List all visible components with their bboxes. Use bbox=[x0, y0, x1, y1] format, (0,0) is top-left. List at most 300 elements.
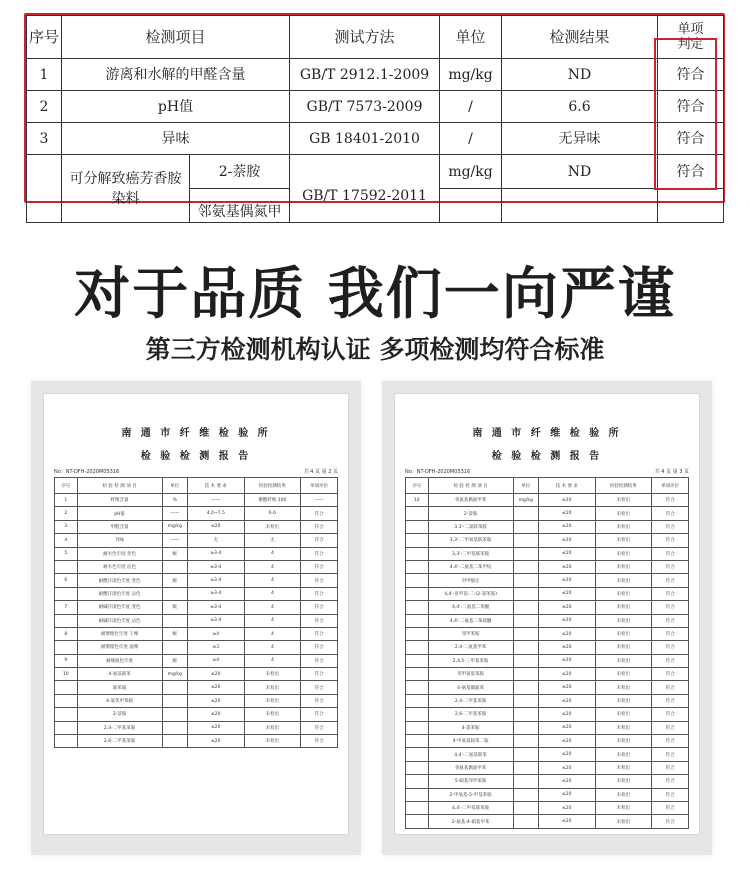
report-cell: 符合 bbox=[652, 547, 689, 560]
report-cell bbox=[406, 574, 429, 587]
report-cell: ≤20 bbox=[538, 668, 595, 681]
report-cell: 符合 bbox=[301, 681, 338, 694]
report-cell: ≤20 bbox=[538, 601, 595, 614]
report-row bbox=[55, 735, 338, 748]
report-cell: 1 bbox=[55, 494, 78, 507]
report-row bbox=[55, 601, 338, 614]
report-cell: 符合 bbox=[301, 735, 338, 748]
report-cell: 4 bbox=[244, 574, 301, 587]
report-row bbox=[406, 601, 689, 614]
report-cell: 未检出 bbox=[595, 788, 652, 801]
header-item: 检测项目 bbox=[62, 16, 290, 59]
report-cell: 4-甲氧基间苯二胺 bbox=[428, 735, 513, 748]
report-cell: 4,4'-二氨基二苯硫醚 bbox=[428, 614, 513, 627]
report-cell: 3,3'-二甲氧基联苯胺 bbox=[428, 534, 513, 547]
report-photo-right bbox=[382, 381, 712, 855]
report-cell: 未检出 bbox=[595, 494, 652, 507]
report-cell: 符合 bbox=[652, 761, 689, 774]
report-header-cell: 检 验 检 测 项 目 bbox=[428, 478, 513, 494]
report-row bbox=[406, 761, 689, 774]
report-cell: 未检出 bbox=[595, 560, 652, 573]
report-cell: 4,4'-二氨基二苯醚 bbox=[428, 601, 513, 614]
report-row bbox=[406, 574, 689, 587]
report-cell: 2,6-二甲基苯胺 bbox=[428, 708, 513, 721]
report-cell bbox=[406, 681, 429, 694]
report-cell: % bbox=[162, 494, 187, 507]
report-row bbox=[55, 708, 338, 721]
report-cell: 4 bbox=[244, 654, 301, 667]
report-cell: 符合 bbox=[652, 627, 689, 640]
report-cell: 耐水色牢度 变色 bbox=[77, 547, 162, 560]
report-row bbox=[55, 507, 338, 520]
report-cell: 未检出 bbox=[595, 801, 652, 814]
report-cell: 4.0~7.5 bbox=[187, 507, 244, 520]
report-cell: 符合 bbox=[301, 520, 338, 533]
header-verdict: 单项判定 bbox=[658, 16, 724, 59]
report-cell bbox=[162, 694, 187, 707]
report-cell: 7 bbox=[55, 601, 78, 614]
report-header-cell: 技 术 要 求 bbox=[538, 478, 595, 494]
report-cell bbox=[513, 574, 538, 587]
report-cell: 符合 bbox=[652, 775, 689, 788]
report-cell bbox=[406, 654, 429, 667]
report-cell: 未检出 bbox=[595, 668, 652, 681]
report-cell bbox=[55, 708, 78, 721]
report-cell: ≤20 bbox=[538, 708, 595, 721]
report-cell: 3,3'-二氯联苯胺 bbox=[428, 520, 513, 533]
report-cell: 级 bbox=[162, 574, 187, 587]
report-cell: 未检出 bbox=[244, 520, 301, 533]
report-cell: mg/kg bbox=[513, 494, 538, 507]
report-cell: 未检出 bbox=[595, 627, 652, 640]
report-row bbox=[55, 641, 338, 654]
report-cell bbox=[513, 534, 538, 547]
report-header-cell: 检验检测结果 bbox=[595, 478, 652, 494]
report-cell bbox=[406, 801, 429, 814]
report-cell: 级 bbox=[162, 627, 187, 640]
row-subitem: 2-萘胺 bbox=[190, 155, 290, 189]
report-cell: 未检出 bbox=[595, 748, 652, 761]
report-cell: 未检出 bbox=[595, 641, 652, 654]
report-cell: 3,3'-二甲基联苯胺 bbox=[428, 547, 513, 560]
report-cell: 符合 bbox=[301, 721, 338, 734]
report-cell bbox=[406, 627, 429, 640]
report-cell: ≤20 bbox=[187, 721, 244, 734]
report-row bbox=[55, 494, 338, 507]
report-page bbox=[394, 393, 700, 835]
report-cell: 4,4'-二氨基二苯甲烷 bbox=[428, 560, 513, 573]
row-result: 6.6 bbox=[502, 91, 658, 123]
report-cell: 5-硝基邻甲苯胺 bbox=[428, 775, 513, 788]
report-header-cell: 序号 bbox=[406, 478, 429, 494]
table-header-row bbox=[27, 16, 724, 59]
report-title: 检 验 检 测 报 告 bbox=[491, 451, 603, 462]
report-cell: 联苯胺 bbox=[77, 681, 162, 694]
row-unit: mg/kg bbox=[440, 59, 502, 91]
report-cell: 对甲酚定 bbox=[428, 574, 513, 587]
report-cell bbox=[406, 761, 429, 774]
report-cell: 邻甲苯胺 bbox=[428, 627, 513, 640]
report-cell: 2,4-二甲基苯胺 bbox=[428, 694, 513, 707]
row-unit: / bbox=[440, 123, 502, 155]
report-cell: ≥3-4 bbox=[187, 547, 244, 560]
report-cell bbox=[162, 560, 187, 573]
report-cell: 4 bbox=[244, 587, 301, 600]
report-header-cell: 序号 bbox=[55, 478, 78, 494]
report-cell bbox=[513, 520, 538, 533]
report-cell: ≤20 bbox=[538, 534, 595, 547]
report-cell: pH值 bbox=[77, 507, 162, 520]
report-cell bbox=[406, 587, 429, 600]
report-cell: ≤20 bbox=[538, 788, 595, 801]
report-cell: 未检出 bbox=[595, 520, 652, 533]
report-cell bbox=[55, 641, 78, 654]
report-cell: ≤20 bbox=[187, 735, 244, 748]
report-cell: 4 bbox=[244, 627, 301, 640]
report-cell bbox=[55, 614, 78, 627]
table-row bbox=[27, 91, 724, 123]
report-org: 南 通 市 纤 维 检 验 所 bbox=[121, 428, 271, 439]
report-cell: ≤20 bbox=[538, 560, 595, 573]
test-result-table-crop bbox=[24, 13, 725, 220]
report-cell: ≤20 bbox=[538, 815, 595, 828]
report-cell: 4-氯邻甲苯胺 bbox=[77, 694, 162, 707]
report-cell: ≤20 bbox=[538, 775, 595, 788]
report-cell: 符合 bbox=[652, 560, 689, 573]
report-cell: 异味 bbox=[77, 534, 162, 547]
row-result: ND bbox=[502, 59, 658, 91]
report-cell: 符合 bbox=[652, 587, 689, 600]
report-cell: 未检出 bbox=[595, 681, 652, 694]
report-cell: 耐酸汗渍色牢度 变色 bbox=[77, 574, 162, 587]
report-cell bbox=[513, 654, 538, 667]
report-photo-left bbox=[31, 381, 361, 855]
report-cell: 未检出 bbox=[595, 574, 652, 587]
report-cell: 4,4'-亚甲基-二-(2-氯苯胺) bbox=[428, 587, 513, 600]
report-row bbox=[55, 520, 338, 533]
report-cell: 符合 bbox=[652, 735, 689, 748]
report-cell bbox=[162, 614, 187, 627]
report-row bbox=[406, 547, 689, 560]
table-row bbox=[27, 155, 724, 189]
report-row bbox=[55, 627, 338, 640]
report-header-cell: 检 验 检 测 项 目 bbox=[77, 478, 162, 494]
report-cell: —— bbox=[162, 534, 187, 547]
report-cell bbox=[162, 641, 187, 654]
row-method: GB 18401-2010 bbox=[290, 123, 440, 155]
report-cell: 聚酯纤维 100 bbox=[244, 494, 301, 507]
report-page-count: 共 4 页 第 2 页 bbox=[303, 469, 338, 475]
report-cell: ≥3-4 bbox=[187, 601, 244, 614]
report-header-row bbox=[55, 478, 338, 494]
report-cell: 4-氯苯胺 bbox=[428, 721, 513, 734]
report-cell: 符合 bbox=[652, 507, 689, 520]
report-cell bbox=[513, 788, 538, 801]
report-cell: 2-氨基-4-硝基甲苯 bbox=[428, 815, 513, 828]
row-method: GB/T 7573-2009 bbox=[290, 91, 440, 123]
report-cell: 未检出 bbox=[595, 721, 652, 734]
report-cell: 4-氨基联苯 bbox=[77, 668, 162, 681]
report-cell: ≤20 bbox=[538, 520, 595, 533]
report-header-cell: 技 术 要 求 bbox=[187, 478, 244, 494]
report-cell: 6 bbox=[55, 574, 78, 587]
report-cell bbox=[55, 681, 78, 694]
report-cell: 符合 bbox=[652, 520, 689, 533]
report-cell bbox=[513, 560, 538, 573]
report-cell: 级 bbox=[162, 547, 187, 560]
report-row bbox=[55, 681, 338, 694]
header-unit: 单位 bbox=[440, 16, 502, 59]
report-cell: 符合 bbox=[301, 668, 338, 681]
report-cell: ≥3-4 bbox=[187, 560, 244, 573]
report-cell bbox=[406, 815, 429, 828]
report-number: No：NT-DFH-2020M05316 bbox=[54, 469, 120, 475]
report-cell: ≤20 bbox=[538, 748, 595, 761]
report-cell bbox=[406, 614, 429, 627]
report-cell bbox=[513, 627, 538, 640]
report-cell: 未检出 bbox=[244, 668, 301, 681]
page-headline: 对于品质 我们一向严谨 bbox=[74, 262, 676, 327]
report-cell: 未检出 bbox=[595, 708, 652, 721]
report-cell: 邻氨基偶氮甲苯 bbox=[428, 761, 513, 774]
report-cell: 2-萘胺 bbox=[428, 507, 513, 520]
report-cell: ≤20 bbox=[538, 494, 595, 507]
report-row bbox=[406, 627, 689, 640]
report-cell: 4-氨基偶氮苯 bbox=[428, 681, 513, 694]
report-cell: ≤20 bbox=[538, 627, 595, 640]
report-row bbox=[55, 614, 338, 627]
report-cell: ≤20 bbox=[538, 507, 595, 520]
report-cell: 3 bbox=[55, 520, 78, 533]
report-cell bbox=[513, 775, 538, 788]
report-cell: 4 bbox=[55, 534, 78, 547]
report-cell bbox=[55, 694, 78, 707]
report-cell: 邻甲氧基苯胺 bbox=[428, 668, 513, 681]
report-cell: ≤20 bbox=[187, 520, 244, 533]
row-method: GB/T 2912.1-2009 bbox=[290, 59, 440, 91]
report-cell bbox=[513, 708, 538, 721]
report-cell: 2 bbox=[55, 507, 78, 520]
report-cell: 4 bbox=[244, 614, 301, 627]
report-cell: 符合 bbox=[652, 574, 689, 587]
row-item: 游离和水解的甲醛含量 bbox=[62, 59, 290, 91]
report-cell: 耐水色牢度 沾色 bbox=[77, 560, 162, 573]
report-cell: 未检出 bbox=[595, 761, 652, 774]
row-no: 2 bbox=[27, 91, 62, 123]
report-cell bbox=[513, 614, 538, 627]
report-cell bbox=[55, 735, 78, 748]
report-row bbox=[55, 547, 338, 560]
report-cell: 符合 bbox=[301, 587, 338, 600]
report-cell bbox=[406, 534, 429, 547]
report-row bbox=[406, 614, 689, 627]
report-cell: 未检出 bbox=[595, 815, 652, 828]
row-result: 无异味 bbox=[502, 123, 658, 155]
report-cell bbox=[513, 587, 538, 600]
report-cell: 符合 bbox=[652, 748, 689, 761]
report-header-cell: 检验检测结果 bbox=[244, 478, 301, 494]
report-cell: 未检出 bbox=[244, 681, 301, 694]
report-cell bbox=[513, 694, 538, 707]
report-cell bbox=[162, 587, 187, 600]
report-cell: 符合 bbox=[652, 815, 689, 828]
report-cell bbox=[513, 815, 538, 828]
row-verdict: 符合 bbox=[658, 91, 724, 123]
row-unit: mg/kg bbox=[440, 155, 502, 189]
report-cell: 符合 bbox=[301, 601, 338, 614]
row-no: 1 bbox=[27, 59, 62, 91]
report-cell bbox=[406, 668, 429, 681]
report-cell: 无 bbox=[244, 534, 301, 547]
report-cell: —— bbox=[162, 507, 187, 520]
row-unit: / bbox=[440, 91, 502, 123]
report-cell: 4 bbox=[244, 547, 301, 560]
report-row bbox=[406, 654, 689, 667]
report-cell: 6.6 bbox=[244, 507, 301, 520]
report-cell: 符合 bbox=[301, 694, 338, 707]
report-cell bbox=[162, 681, 187, 694]
report-cell: ≥3-4 bbox=[187, 614, 244, 627]
report-cell: 未检出 bbox=[595, 614, 652, 627]
report-cell: 未检出 bbox=[595, 587, 652, 600]
report-cell: 符合 bbox=[301, 708, 338, 721]
report-cell bbox=[55, 587, 78, 600]
report-cell: 符合 bbox=[652, 668, 689, 681]
report-cell: 2,4,5-三甲基苯胺 bbox=[428, 654, 513, 667]
report-cell: 未检出 bbox=[595, 775, 652, 788]
report-row bbox=[406, 775, 689, 788]
report-cell: 10 bbox=[55, 668, 78, 681]
report-row bbox=[406, 507, 689, 520]
report-cell: ≤20 bbox=[538, 681, 595, 694]
report-cell: ≥3-4 bbox=[187, 587, 244, 600]
report-cell: 符合 bbox=[652, 614, 689, 627]
report-cell: ≥4 bbox=[187, 627, 244, 640]
row-verdict: 符合 bbox=[658, 123, 724, 155]
report-cell: 耐唾液色牢度 bbox=[77, 654, 162, 667]
report-title: 检 验 检 测 报 告 bbox=[140, 451, 252, 462]
report-row bbox=[406, 735, 689, 748]
report-cell: 2-萘胺 bbox=[77, 708, 162, 721]
report-cell bbox=[513, 721, 538, 734]
report-cell: 耐碱汗渍色牢度 变色 bbox=[77, 601, 162, 614]
report-cell: ≥3-4 bbox=[187, 574, 244, 587]
report-cell: 符合 bbox=[652, 801, 689, 814]
report-row bbox=[406, 694, 689, 707]
report-row bbox=[55, 587, 338, 600]
report-cell: 耐酸汗渍色牢度 沾色 bbox=[77, 587, 162, 600]
report-cell bbox=[513, 601, 538, 614]
report-cell: 未检出 bbox=[595, 601, 652, 614]
row-no: 3 bbox=[27, 123, 62, 155]
report-row bbox=[55, 721, 338, 734]
report-cell: ≤20 bbox=[538, 574, 595, 587]
report-cell: 10 bbox=[406, 494, 429, 507]
report-cell: 2,4-二氨基甲苯 bbox=[428, 641, 513, 654]
report-cell: ≤20 bbox=[538, 721, 595, 734]
report-cell bbox=[406, 560, 429, 573]
header-no: 序号 bbox=[27, 16, 62, 59]
report-cell: 未检出 bbox=[595, 694, 652, 707]
report-cell: 未检出 bbox=[595, 735, 652, 748]
report-row bbox=[406, 668, 689, 681]
report-row bbox=[406, 494, 689, 507]
report-header-row bbox=[406, 478, 689, 494]
report-cell: 符合 bbox=[301, 507, 338, 520]
report-table bbox=[405, 477, 689, 829]
report-cell bbox=[55, 560, 78, 573]
report-cell bbox=[406, 721, 429, 734]
test-result-table bbox=[26, 15, 724, 223]
report-cell bbox=[406, 708, 429, 721]
report-cell: 8 bbox=[55, 627, 78, 640]
report-cell bbox=[406, 547, 429, 560]
report-cell: 符合 bbox=[301, 654, 338, 667]
report-row bbox=[406, 587, 689, 600]
report-cell bbox=[406, 641, 429, 654]
report-row bbox=[406, 748, 689, 761]
report-cell: 2-甲氧基-5-甲基苯胺 bbox=[428, 788, 513, 801]
report-cell bbox=[513, 681, 538, 694]
row-verdict: 符合 bbox=[658, 59, 724, 91]
report-cell: 符合 bbox=[652, 708, 689, 721]
report-cell: 未检出 bbox=[244, 735, 301, 748]
report-cell: 符合 bbox=[301, 534, 338, 547]
report-cell: 2,4-二甲基苯胺 bbox=[77, 721, 162, 734]
report-cell: 符合 bbox=[301, 641, 338, 654]
report-cell: ≥3 bbox=[187, 641, 244, 654]
report-cell: 4,4'-二甲基联苯胺 bbox=[428, 801, 513, 814]
report-cell: 符合 bbox=[652, 534, 689, 547]
report-cell: 符合 bbox=[652, 788, 689, 801]
row-verdict: 符合 bbox=[658, 155, 724, 189]
report-cell: 4 bbox=[244, 641, 301, 654]
report-cell bbox=[513, 748, 538, 761]
report-cell: 符合 bbox=[652, 641, 689, 654]
report-row bbox=[55, 560, 338, 573]
report-cell: 9 bbox=[55, 654, 78, 667]
report-cell: ≤20 bbox=[538, 614, 595, 627]
row-subitem: 邻氨基偶氮甲 bbox=[190, 189, 290, 223]
report-cell: —— bbox=[187, 494, 244, 507]
report-row bbox=[55, 654, 338, 667]
row-item: pH值 bbox=[62, 91, 290, 123]
report-cell: 符合 bbox=[652, 654, 689, 667]
report-cell bbox=[513, 668, 538, 681]
report-row bbox=[406, 560, 689, 573]
report-row bbox=[55, 694, 338, 707]
report-cell: ≤20 bbox=[538, 654, 595, 667]
report-cell: 未检出 bbox=[595, 507, 652, 520]
report-cell: 甲醛含量 bbox=[77, 520, 162, 533]
report-header-cell: 单项评价 bbox=[652, 478, 689, 494]
report-cell bbox=[162, 721, 187, 734]
report-page bbox=[43, 393, 349, 835]
report-cell: ≤20 bbox=[538, 735, 595, 748]
report-cell: 纤维含量 bbox=[77, 494, 162, 507]
report-cell: —— bbox=[301, 494, 338, 507]
report-cell: 级 bbox=[162, 654, 187, 667]
report-header-cell: 单位 bbox=[162, 478, 187, 494]
report-cell: mg/kg bbox=[162, 520, 187, 533]
report-cell: ≤20 bbox=[187, 668, 244, 681]
report-cell: 符合 bbox=[301, 614, 338, 627]
report-cell: ≤20 bbox=[187, 694, 244, 707]
report-row bbox=[406, 801, 689, 814]
header-result: 检测结果 bbox=[502, 16, 658, 59]
report-header-cell: 单位 bbox=[513, 478, 538, 494]
report-cell: ≤20 bbox=[538, 587, 595, 600]
